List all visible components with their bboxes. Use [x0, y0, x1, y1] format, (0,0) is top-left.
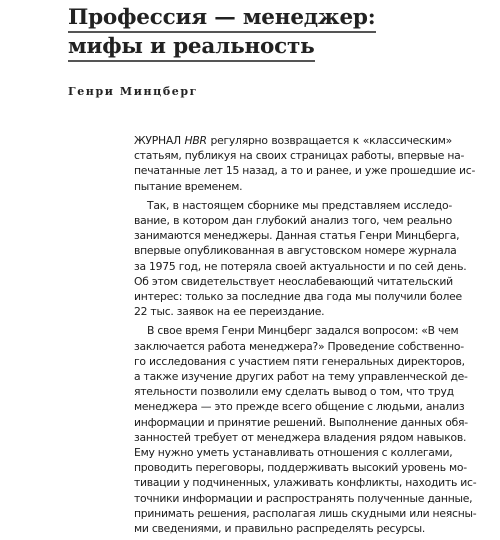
- text-line: принимать решения, располагая лишь скудными или неясны-: [134, 506, 477, 520]
- text-line: тивации у подчиненных, улаживать конфликты, находить ис-: [134, 476, 477, 490]
- text-line: Ему нужно уметь устанавливать отношения с коллегами,: [134, 446, 453, 460]
- text-line: пытание временем.: [134, 179, 243, 193]
- article-body: [134, 133, 477, 540]
- text-line: ятельности позволили ему сделать вывод о том, что труд: [134, 385, 454, 399]
- text-line: занностей требует от менеджера владения рядом навыков.: [134, 430, 467, 444]
- text-line: вание, в котором дан глубокий анализ того, чем реально: [134, 214, 452, 228]
- text-line: го исследования с участием пяти генеральных директоров,: [134, 354, 465, 368]
- text-line: ми сведениями, и правильно распределять ресурсы.: [134, 522, 426, 536]
- lead-caps: ЖУРНАЛ: [134, 134, 181, 147]
- text-line: впервые опубликованная в августовском номере журнала: [134, 244, 457, 258]
- paragraph-3: [134, 323, 477, 536]
- text-line: В свое время Генри Минцберг задался вопросом: «В чем: [147, 324, 459, 338]
- text-line: информации и принятие решений. Выполнение данных обя-: [134, 415, 468, 429]
- text-line: [134, 133, 452, 148]
- text-line: интерес: только за последние два года мы получили более: [134, 290, 462, 304]
- text-line: а также изучение других работ на тему управленческой де-: [134, 370, 468, 384]
- text-line: Так, в настоящем сборнике мы представляем исследо-: [147, 198, 452, 212]
- text-line: статьям, публикуя на своих страницах работы, впервые на-: [134, 149, 465, 163]
- text-line: за 1975 год, не потеряла своей актуальности и по сей день.: [134, 259, 467, 273]
- author-name: Генри Минцберг: [68, 85, 199, 98]
- text-line: менеджера — это прежде всего общение с людьми, анализ: [134, 400, 465, 414]
- paragraph-2: [134, 198, 467, 320]
- text-line: печатанные лет 15 назад, а то и ранее, и уже прошедшие ис-: [134, 164, 476, 178]
- text-line: 22 тыс. заявок на ее переиздание.: [134, 305, 325, 319]
- text-line: проводить переговоры, поддерживать высокий уровень мо-: [134, 461, 467, 475]
- text-line: Об этом свидетельствует неослабевающий читательский: [134, 274, 453, 288]
- title-line-1: Профессия — менеджер:: [68, 3, 488, 32]
- text-line: точники информации и распространять полученные данные,: [134, 491, 473, 505]
- hbr-italic: HBR: [184, 134, 207, 147]
- lead-rest: регулярно возвращается к «классическим»: [210, 134, 453, 147]
- text-line: занимаются менеджеры. Данная статья Генри Минцберга,: [134, 229, 460, 243]
- title-line-2: мифы и реальность: [68, 32, 488, 61]
- article-title: [68, 3, 488, 61]
- paragraph-1: [134, 133, 476, 194]
- text-line: заключается работа менеджера?» Проведение собственно-: [134, 339, 464, 353]
